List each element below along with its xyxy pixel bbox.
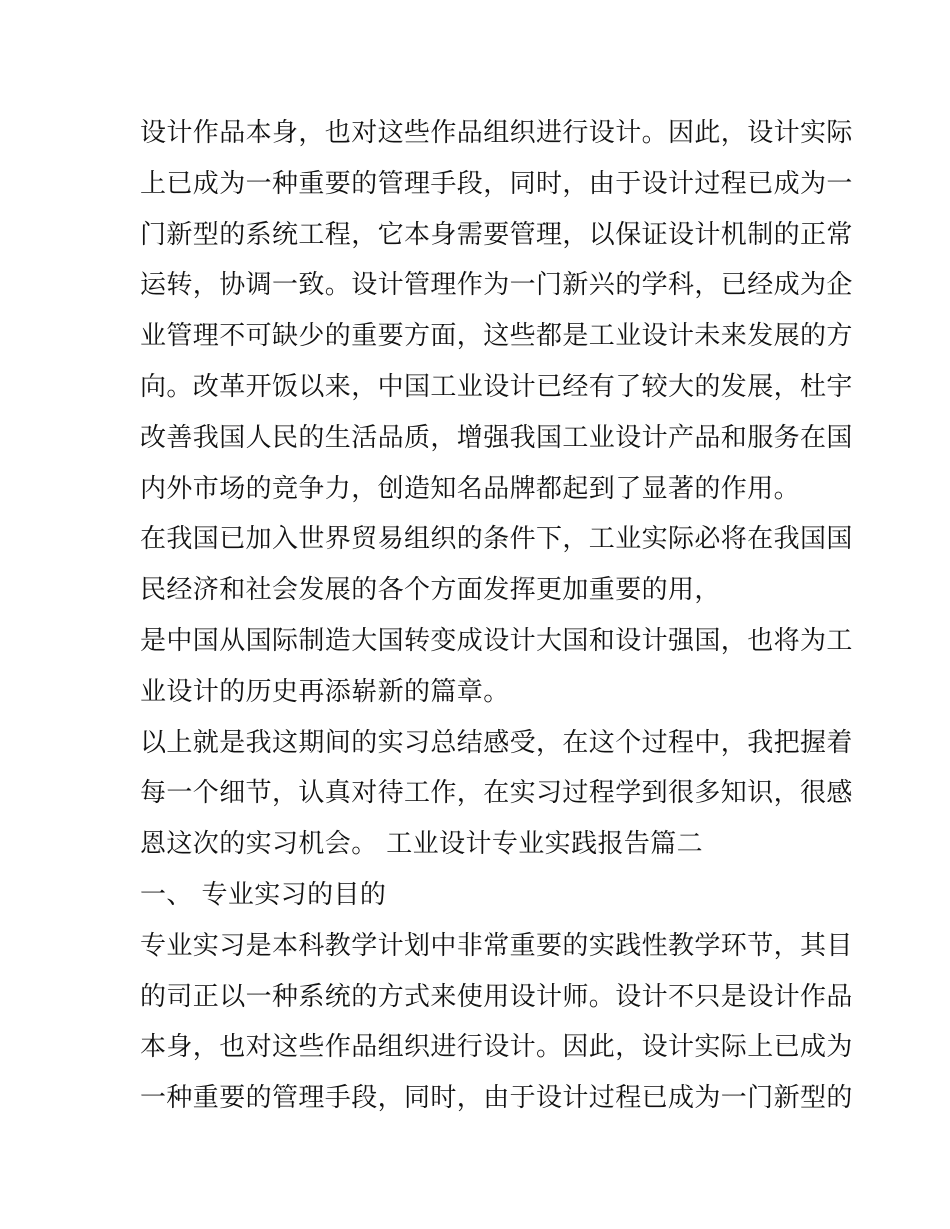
text-line: 以上就是我这期间的实习总结感受，在这个过程中，我把握着	[140, 727, 853, 758]
text-line: 设计作品本身，也对这些作品组织进行设计。因此，设计实际	[140, 118, 853, 148]
text-line: 恩这次的实习机会。 工业设计专业实践报告篇二	[140, 829, 704, 860]
text-line: 改善我国人民的生活品质，增强我国工业设计产品和服务在国	[140, 422, 853, 453]
text-line: 一种重要的管理手段，同时，由于设计过程已成为一门新型的	[140, 1083, 853, 1114]
text-line: 专业实习是本科教学计划中非常重要的实践性教学环节，其目	[140, 930, 853, 961]
text-line: 是中国从国际制造大国转变成设计大国和设计强国，也将为工	[140, 625, 853, 656]
text-line: 本身，也对这些作品组织进行设计。因此，设计实际上已成为	[140, 1032, 853, 1063]
text-line: 门新型的系统工程，它本身需要管理，以保证设计机制的正常	[140, 219, 853, 250]
document-page	[140, 108, 853, 1124]
text-line: 向。改革开饭以来，中国工业设计已经有了较大的发展，杜宇	[140, 371, 853, 402]
text-line: 运转，协调一致。设计管理作为一门新兴的学科，已经成为企	[140, 270, 853, 301]
text-line: 每一个细节，认真对待工作，在实习过程学到很多知识，很感	[140, 778, 853, 809]
text-line: 上已成为一种重要的管理手段，同时，由于设计过程已成为一	[140, 168, 853, 199]
text-line: 的司正以一种系统的方式来使用设计师。设计不只是设计作品	[140, 981, 853, 1012]
text-line: 在我国已加入世界贸易组织的条件下，工业实际必将在我国国	[140, 524, 853, 555]
section-heading: 一、 专业实习的目的	[140, 879, 387, 910]
text-line: 内外市场的竞争力，创造知名品牌都起到了显著的作用。	[140, 473, 801, 504]
text-line: 业设计的历史再添崭新的篇章。	[140, 676, 510, 707]
text-line: 民经济和社会发展的各个方面发挥更加重要的用，	[140, 575, 721, 606]
text-line: 业管理不可缺少的重要方面，这些都是工业设计未来发展的方	[140, 321, 853, 352]
